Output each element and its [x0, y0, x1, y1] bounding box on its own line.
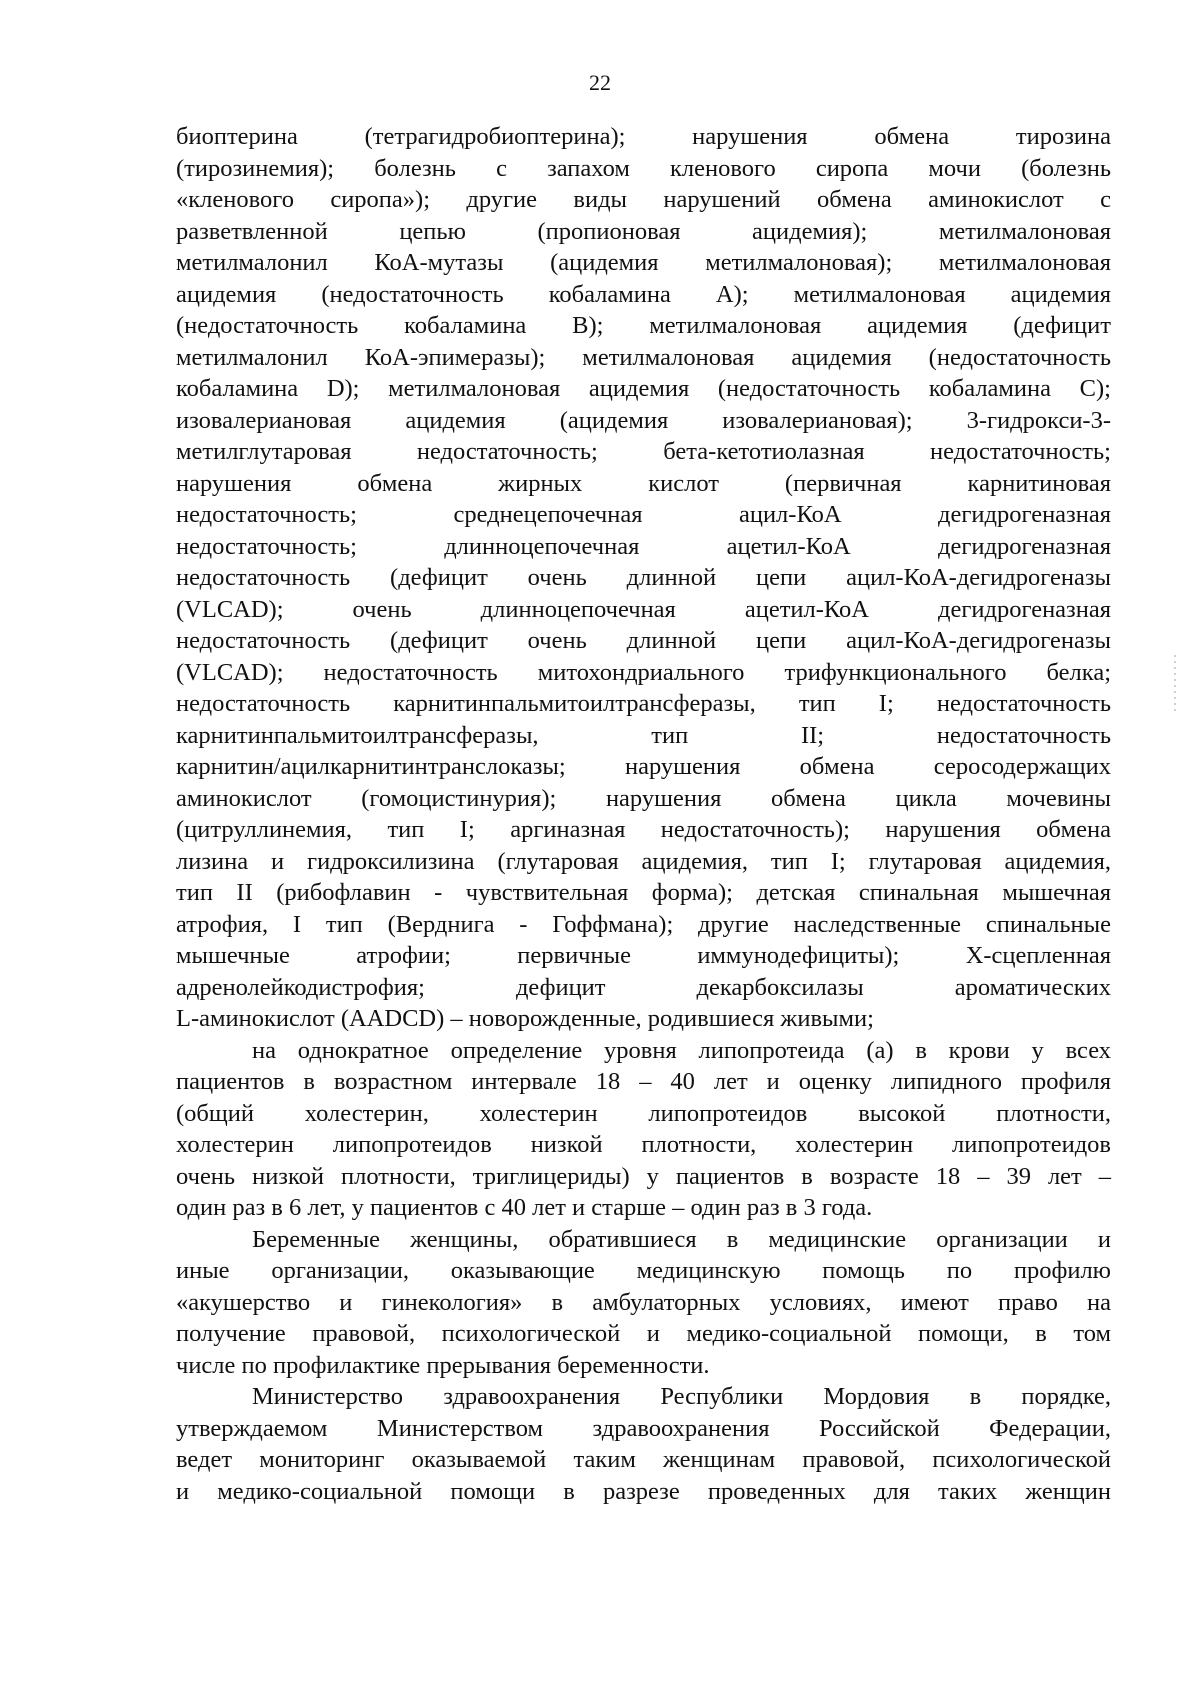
paragraph: [176, 1035, 1111, 1224]
scan-artifact: [1174, 655, 1176, 715]
paragraph: [176, 121, 1111, 1035]
text-line: лизина и гидроксилизина (глутаровая ацидемия, тип I; глутаровая ацидемия,: [176, 847, 1111, 875]
text-line: недостаточность (дефицит очень длинной цепи ацил-КоА-дегидрогеназы: [176, 627, 1111, 654]
text-line: кобаламина D); метилмалоновая ацидемия (недостаточность кобаламина С);: [176, 375, 1111, 402]
text-line: нарушения обмена жирных кислот (первичная карнитиновая: [176, 469, 1111, 497]
text-line: тип II (рибофлавин - чувствительная форма); детская спинальная мышечная: [176, 879, 1111, 906]
text-line: метилмалонил КоА-мутазы (ацидемия метилмалоновая); метилмалоновая: [176, 249, 1111, 276]
text-line: карнитин/ацилкарнитинтранслоказы; нарушения обмена серосодержащих: [176, 753, 1111, 780]
text-line: и медико-социальной помощи в разрезе проведенных для таких женщин: [176, 1477, 1111, 1505]
text-line: мышечные атрофии; первичные иммунодефициты); Х-сцепленная: [176, 942, 1111, 969]
text-line: L-аминокислот (AADCD) – новорожденные, родившиеся живыми;: [176, 1005, 874, 1032]
text-line: недостаточность (дефицит очень длинной цепи ацил-КоА-дегидрогеназы: [176, 564, 1111, 591]
text-line: (цитруллинемия, тип I; аргиназная недостаточность); нарушения обмена: [176, 816, 1111, 843]
text-line: получение правовой, психологической и медико-социальной помощи, в том: [176, 1320, 1111, 1347]
text-line: метилмалонил КоА-эпимеразы); метилмалоновая ацидемия (недостаточность: [176, 343, 1111, 371]
page-number: 22: [589, 70, 611, 95]
text-line: очень низкой плотности, триглицериды) у пациентов в возрасте 18 – 39 лет –: [176, 1162, 1111, 1190]
text-line: изовалериановая ацидемия (ацидемия изовалериановая); 3-гидрокси-3-: [176, 406, 1111, 434]
text-line: на однократное определение уровня липопротеида (а) в крови у всех: [252, 1036, 1111, 1064]
text-line: пациентов в возрастном интервале 18 – 40 лет и оценку липидного профиля: [176, 1068, 1111, 1095]
text-line: «кленового сиропа»); другие виды нарушений обмена аминокислот с: [176, 186, 1111, 213]
paragraph: [176, 1381, 1111, 1507]
text-line: иные организации, оказывающие медицинскую помощь по профилю: [176, 1257, 1111, 1284]
text-line: биоптерина (тетрагидробиоптерина); нарушения обмена тирозина: [176, 123, 1111, 150]
document-body: [176, 121, 1111, 1507]
text-line: недостаточность; среднецепочечная ацил-КоА дегидрогеназная: [176, 501, 1111, 528]
text-line: ведет мониторинг оказываемой таким женщинам правовой, психологической: [176, 1446, 1111, 1473]
text-line: карнитинпальмитоилтрансферазы, тип II; недостаточность: [176, 721, 1111, 749]
text-line: «акушерство и гинекология» в амбулаторных условиях, имеют право на: [176, 1288, 1111, 1316]
text-line: аминокислот (гомоцистинурия); нарушения обмена цикла мочевины: [176, 784, 1111, 812]
text-line: метилглутаровая недостаточность; бета-кетотиолазная недостаточность;: [176, 438, 1111, 465]
text-line: атрофия, I тип (Верднига - Гоффмана); другие наследственные спинальные: [176, 910, 1111, 938]
text-line: Министерство здравоохранения Республики Мордовия в порядке,: [252, 1383, 1111, 1410]
text-line: недостаточность карнитинпальмитоилтрансферазы, тип I; недостаточность: [176, 690, 1111, 717]
text-line: (тирозинемия); болезнь с запахом кленового сиропа мочи (болезнь: [176, 154, 1111, 182]
text-line: (VLCAD); очень длинноцепочечная ацетил-КоА дегидрогеназная: [176, 595, 1111, 623]
text-line: числе по профилактике прерывания беременности.: [176, 1351, 710, 1379]
paragraph: [176, 1224, 1111, 1382]
text-line: (VLCAD); недостаточность митохондриального трифункционального белка;: [176, 658, 1111, 686]
text-line: недостаточность; длинноцепочечная ацетил-КоА дегидрогеназная: [176, 532, 1111, 560]
text-line: холестерин липопротеидов низкой плотности, холестерин липопротеидов: [176, 1131, 1111, 1158]
text-line: (недостаточность кобаламина В); метилмалоновая ацидемия (дефицит: [176, 312, 1111, 339]
text-line: (общий холестерин, холестерин липопротеидов высокой плотности,: [176, 1099, 1111, 1127]
text-line: разветвленной цепью (пропионовая ацидемия); метилмалоновая: [176, 217, 1111, 245]
text-line: утверждаемом Министерством здравоохранения Российской Федерации,: [176, 1414, 1111, 1442]
text-line: один раз в 6 лет, у пациентов с 40 лет и старше – один раз в 3 года.: [176, 1194, 873, 1221]
text-line: ацидемия (недостаточность кобаламина А); метилмалоновая ацидемия: [176, 280, 1111, 308]
text-line: адренолейкодистрофия; дефицит декарбоксилазы ароматических: [176, 973, 1111, 1001]
text-line: Беременные женщины, обратившиеся в медицинские организации и: [252, 1225, 1111, 1253]
